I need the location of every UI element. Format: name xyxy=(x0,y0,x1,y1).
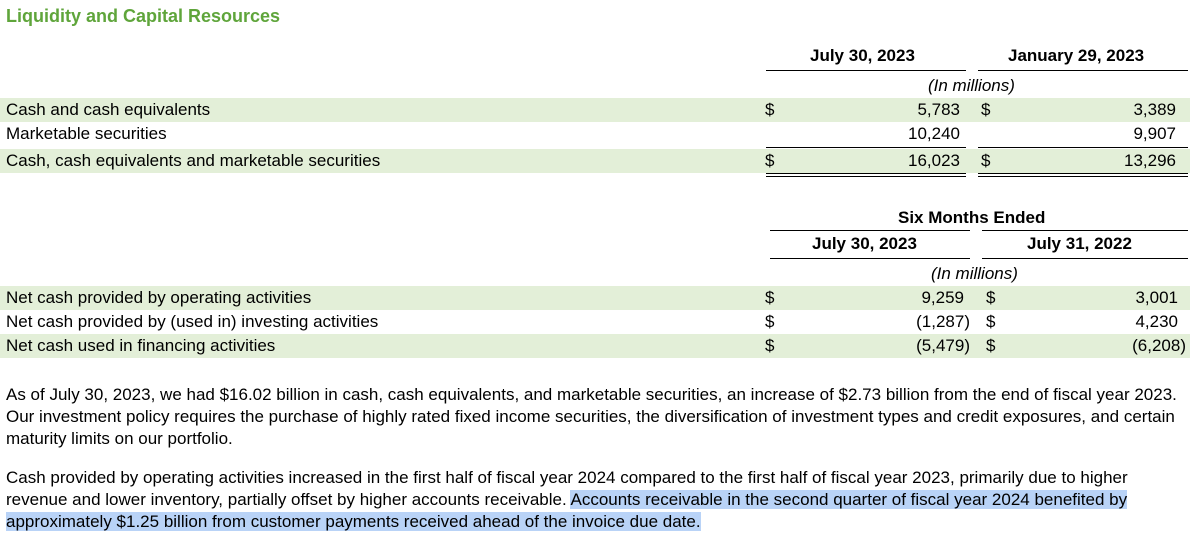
row-label: Net cash provided by (used in) investing activities xyxy=(6,312,379,331)
value-col1: 9,259 xyxy=(921,288,964,307)
currency-symbol: $ xyxy=(986,312,996,331)
table2-period-header: Six Months Ended xyxy=(898,208,1046,227)
currency-symbol: $ xyxy=(765,100,775,119)
value-col2: 3,001 xyxy=(1135,288,1178,307)
currency-symbol: $ xyxy=(986,288,996,307)
total-double-rule xyxy=(978,173,1188,177)
paragraph-1: As of July 30, 2023, we had $16.02 billion in cash, cash equivalents, and marketable securities, an increase of $2.73 billion from the end of fiscal year 2023. Our investment policy requires the purchase of highly rated fixed income securities, the diversification of investment types and credit exposures, and certain maturity limits on our portfolio. xyxy=(6,385,1177,448)
table2-col2-header: July 31, 2022 xyxy=(1027,234,1132,253)
table2-col2-rule xyxy=(982,258,1188,259)
row-label: Marketable securities xyxy=(6,124,167,143)
value-col2: 4,230 xyxy=(1135,312,1178,331)
row-label: Cash and cash equivalents xyxy=(6,100,211,119)
table2-col1-rule xyxy=(770,258,970,259)
value-col2: 9,907 xyxy=(1133,124,1176,143)
value-col2: 13,296 xyxy=(1124,151,1176,170)
subtotal-rule xyxy=(978,147,1188,148)
row-label: Net cash provided by operating activities xyxy=(6,288,312,307)
table1-col1-rule xyxy=(766,70,966,71)
table2-period-rule xyxy=(770,230,970,231)
currency-symbol: $ xyxy=(765,288,775,307)
section-title: Liquidity and Capital Resources xyxy=(6,6,281,26)
row-label: Cash, cash equivalents and marketable securities xyxy=(6,151,381,170)
table2-period-rule xyxy=(982,230,1188,231)
table1-col2-rule xyxy=(978,70,1188,71)
paragraph-2-text: Cash provided by operating activities increased in the first half of fiscal year 2024 compared to the first half of fiscal year 2023, primarily due to higher revenue and lower inventory, partially offset by higher accounts receivable. xyxy=(6,468,1128,509)
highlighted-text[interactable]: Accounts receivable in the second quarter of fiscal year 2024 benefited by approximately $1.25 billion from customer payments received ahead of the invoice due date. xyxy=(6,490,1128,531)
currency-symbol: $ xyxy=(981,100,991,119)
value-col1: 10,240 xyxy=(908,124,960,143)
total-double-rule xyxy=(766,173,966,177)
value-col1: 5,783 xyxy=(917,100,960,119)
table2-row xyxy=(0,286,1190,310)
value-col1: (5,479) xyxy=(916,336,970,355)
paragraph-2 xyxy=(6,467,1188,533)
table1-row xyxy=(0,98,1190,122)
table1-units: (In millions) xyxy=(928,76,1015,95)
currency-symbol: $ xyxy=(765,151,775,170)
subtotal-rule xyxy=(766,147,966,148)
value-col2: 3,389 xyxy=(1133,100,1176,119)
table1-col1-header: July 30, 2023 xyxy=(810,46,915,65)
table2-col1-header: July 30, 2023 xyxy=(812,234,917,253)
value-col1: (1,287) xyxy=(916,312,970,331)
currency-symbol: $ xyxy=(986,336,996,355)
table1-row xyxy=(0,122,1190,146)
table2-row xyxy=(0,310,1190,334)
row-label: Net cash used in financing activities xyxy=(6,336,276,355)
value-col2: (6,208) xyxy=(1132,336,1186,355)
currency-symbol: $ xyxy=(981,151,991,170)
currency-symbol: $ xyxy=(765,312,775,331)
currency-symbol: $ xyxy=(765,336,775,355)
table1-col2-header: January 29, 2023 xyxy=(1008,46,1145,65)
value-col1: 16,023 xyxy=(908,151,960,170)
table2-row xyxy=(0,334,1190,358)
table2-units: (In millions) xyxy=(931,264,1018,283)
table1-row xyxy=(0,149,1190,173)
